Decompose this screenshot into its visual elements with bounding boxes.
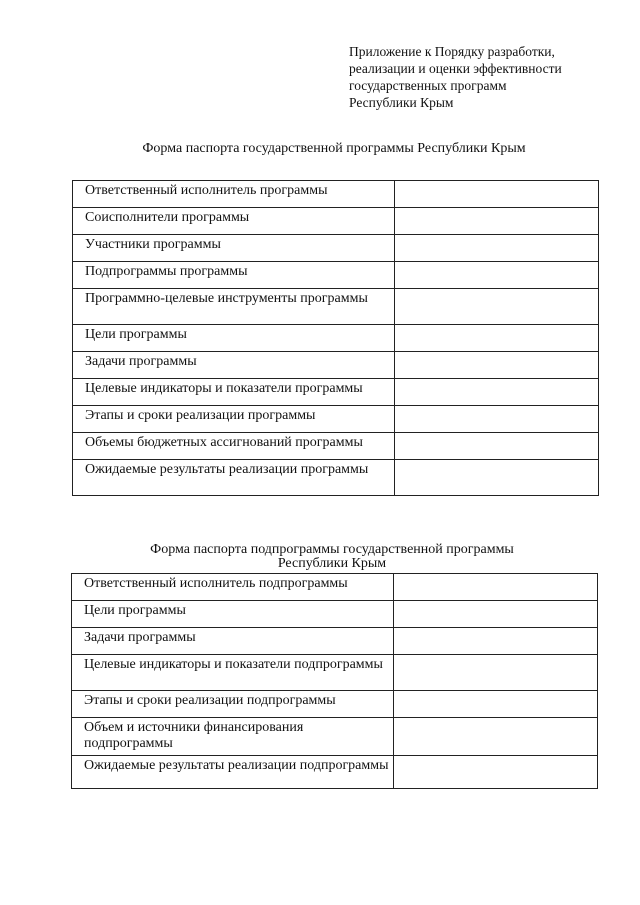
table-row — [73, 379, 599, 406]
program-passport-table — [72, 180, 599, 496]
subprogram-form-title — [0, 543, 640, 571]
row-label: Ожидаемые результаты реализации подпрограммы — [72, 756, 394, 789]
value-cell[interactable] — [395, 460, 599, 496]
value-cell[interactable] — [395, 325, 599, 352]
value-cell[interactable] — [395, 235, 599, 262]
value-cell[interactable] — [395, 289, 599, 325]
table-row — [72, 756, 598, 789]
table-row — [72, 655, 598, 691]
table-row — [73, 325, 599, 352]
table-row — [73, 433, 599, 460]
value-cell[interactable] — [395, 379, 599, 406]
subprogram-title-line: Форма паспорта подпрограммы государственной программы — [150, 542, 514, 557]
row-label: Ожидаемые результаты реализации программы — [73, 460, 395, 496]
table-row — [73, 289, 599, 325]
subprogram-title-line: Республики Крым — [277, 556, 387, 571]
row-label: Ответственный исполнитель подпрограммы — [72, 574, 394, 601]
row-label: Целевые индикаторы и показатели программы — [73, 379, 395, 406]
value-cell[interactable] — [395, 352, 599, 379]
table-row — [72, 718, 598, 756]
table-row — [73, 181, 599, 208]
appendix-line: Республики Крым — [349, 95, 454, 110]
value-cell[interactable] — [395, 181, 599, 208]
value-cell[interactable] — [394, 718, 598, 756]
table-row — [72, 628, 598, 655]
row-label: Задачи программы — [72, 628, 394, 655]
table-row — [73, 208, 599, 235]
row-label: Этапы и сроки реализации подпрограммы — [72, 691, 394, 718]
appendix-line: Приложение к Порядку разработки, — [349, 44, 555, 59]
row-label: Этапы и сроки реализации программы — [73, 406, 395, 433]
table-row — [73, 352, 599, 379]
table-row — [72, 691, 598, 718]
value-cell[interactable] — [395, 262, 599, 289]
row-label: Программно-целевые инструменты программы — [73, 289, 395, 325]
value-cell[interactable] — [394, 601, 598, 628]
appendix-note — [349, 43, 619, 111]
value-cell[interactable] — [394, 628, 598, 655]
row-label: Ответственный исполнитель программы — [73, 181, 395, 208]
value-cell[interactable] — [395, 208, 599, 235]
value-cell[interactable] — [395, 433, 599, 460]
table-row — [73, 406, 599, 433]
row-label: Целевые индикаторы и показатели подпрограммы — [72, 655, 394, 691]
row-label: Задачи программы — [73, 352, 395, 379]
table-row — [72, 574, 598, 601]
row-label: Объем и источники финансирования подпрограммы — [72, 718, 394, 756]
table-row — [73, 235, 599, 262]
program-form-title: Форма паспорта государственной программы Республики Крым — [142, 141, 526, 156]
table-row — [73, 460, 599, 496]
row-label: Объемы бюджетных ассигнований программы — [73, 433, 395, 460]
value-cell[interactable] — [395, 406, 599, 433]
appendix-line: реализации и оценки эффективности — [349, 61, 562, 76]
row-label: Соисполнители программы — [73, 208, 395, 235]
value-cell[interactable] — [394, 655, 598, 691]
value-cell[interactable] — [394, 756, 598, 789]
appendix-line: государственных программ — [349, 78, 507, 93]
table-row — [73, 262, 599, 289]
subprogram-passport-table — [71, 573, 598, 789]
row-label: Подпрограммы программы — [73, 262, 395, 289]
value-cell[interactable] — [394, 691, 598, 718]
row-label: Цели программы — [72, 601, 394, 628]
row-label: Участники программы — [73, 235, 395, 262]
value-cell[interactable] — [394, 574, 598, 601]
table-row — [72, 601, 598, 628]
row-label: Цели программы — [73, 325, 395, 352]
